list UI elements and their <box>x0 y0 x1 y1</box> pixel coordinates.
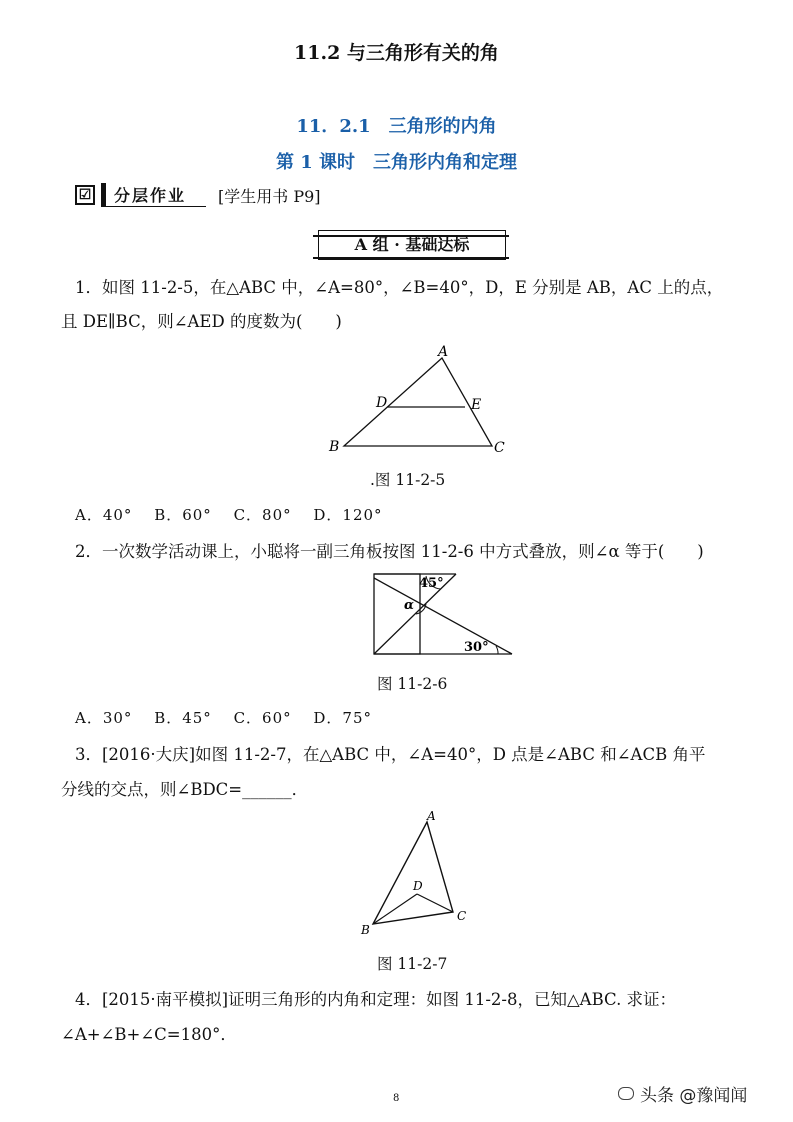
watermark-text: 头条 @豫闻闻 <box>640 1086 748 1106</box>
question-4-line-1: 4．[2015·南平模拟]证明三角形的内角和定理：如图 11-2-8，已知△ABC. 求证： <box>75 990 677 1009</box>
figure-11-2-7 <box>355 808 475 940</box>
fig3-label-d: D <box>413 879 423 893</box>
fig2-label-30: 30° <box>464 640 489 655</box>
homework-tag: 分层作业 <box>101 183 206 207</box>
homework-header <box>75 184 321 206</box>
page-title: 11.2 与三角形有关的角 <box>294 42 499 64</box>
fig2-label-alpha: α <box>404 598 415 613</box>
question-2-line-1: 2．一次数学活动课上，小聪将一副三角板按图 11-2-6 中方式叠放，则∠α 等于( ) <box>75 542 704 561</box>
fig1-label-e: E <box>471 397 482 413</box>
question-3-line-1: 3．[2016·大庆]如图 11-2-7，在△ABC 中，∠A=40°，D 点是∠ABC 和∠ACB 角平 <box>75 745 706 764</box>
fig3-label-c: C <box>457 909 467 923</box>
question-1-line-2: 且 DE∥BC，则∠AED 的度数为( ) <box>61 312 342 331</box>
fig1-label-a: A <box>438 344 449 360</box>
section-title: 11．2.1 三角形的内角 <box>296 116 497 137</box>
homework-reference: [学生用书 P9] <box>218 186 321 206</box>
question-1-options: A．40° B．60° C．80° D．120° <box>75 506 383 524</box>
question-4-line-2: ∠A+∠B+∠C=180°． <box>61 1025 237 1044</box>
lesson-title: 第 1 课时 三角形内角和定理 <box>275 152 518 173</box>
checkbox-icon: ☑ <box>75 185 95 205</box>
watermark <box>618 1081 747 1106</box>
chat-bubble-icon <box>618 1087 634 1100</box>
figure-11-2-5 <box>320 340 520 460</box>
figure-11-2-6-caption: 图 11-2-6 <box>377 675 448 693</box>
fig1-label-c: C <box>494 440 505 456</box>
fig1-label-d: D <box>376 395 388 411</box>
fig3-label-b: B <box>361 923 370 937</box>
fig1-label-b: B <box>329 439 340 455</box>
fig2-label-45: 45° <box>419 576 444 591</box>
question-1-line-1: 1．如图 11-2-5，在△ABC 中，∠A=80°，∠B=40°，D，E 分别是 AB，AC 上的点， <box>75 278 724 297</box>
figure-11-2-6 <box>370 570 520 660</box>
question-3-line-2: 分线的交点，则∠BDC=______． <box>61 780 309 799</box>
figure-11-2-5-caption: .图 11-2-5 <box>370 471 446 489</box>
group-heading: A 组 · 基础达标 <box>318 230 506 260</box>
figure-11-2-7-caption: 图 11-2-7 <box>377 955 448 973</box>
fig3-label-a: A <box>427 809 436 823</box>
page-number: 8 <box>393 1093 400 1104</box>
question-2-options: A．30° B．45° C．60° D．75° <box>75 709 373 727</box>
